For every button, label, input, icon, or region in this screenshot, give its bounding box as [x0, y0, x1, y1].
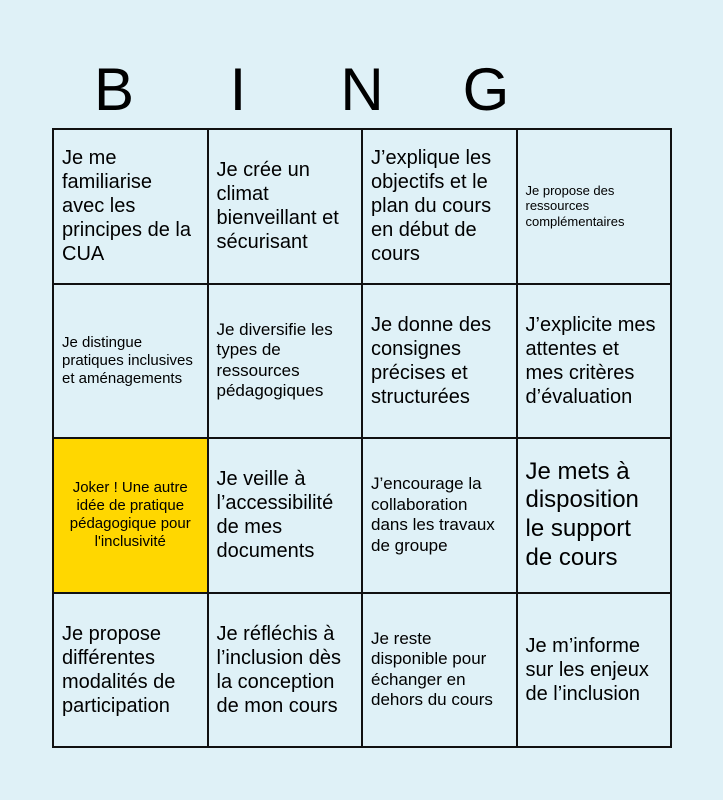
- bingo-cell[interactable]: [518, 130, 673, 285]
- header-letter-o: [548, 52, 672, 128]
- bingo-grid: [52, 128, 672, 748]
- cell-text: J’explique les objectifs et le plan du cours en début de cours: [371, 147, 492, 266]
- bingo-cell[interactable]: [209, 285, 364, 440]
- bingo-cell[interactable]: [363, 130, 518, 285]
- header-letter-b: B: [93, 56, 135, 123]
- bingo-cell[interactable]: [54, 594, 209, 749]
- cell-text: Je réfléchis à l’inclusion dès la conception de mon cours: [216, 622, 342, 717]
- header-letter-i: I: [229, 56, 247, 123]
- header-letter-g: G: [462, 56, 510, 123]
- cell-text: Je propose des ressources complémentaires: [525, 182, 625, 230]
- bingo-cell[interactable]: [363, 594, 518, 749]
- cell-text: J’explicite mes attentes et mes critères d’évaluation: [525, 313, 656, 408]
- cell-text: Je m’informe sur les enjeux de l’inclusion: [525, 634, 649, 705]
- bingo-cell[interactable]: [518, 285, 673, 440]
- bingo-cell[interactable]: [54, 285, 209, 440]
- bingo-cell[interactable]: [209, 439, 364, 594]
- cell-text: Je me familiarise avec les principes de la CUA: [62, 147, 191, 266]
- cell-text: Je propose différentes modalités de participation: [62, 622, 176, 717]
- cell-text: J’encourage la collaboration dans les travaux de groupe: [371, 474, 495, 555]
- cell-text: Je reste disponible pour échanger en dehors du cours: [371, 628, 493, 710]
- bingo-cell[interactable]: [363, 439, 518, 594]
- cell-text: Je diversifie les types de ressources pédagogiques: [216, 319, 333, 401]
- bingo-cell[interactable]: [518, 594, 673, 749]
- bingo-header: [52, 52, 672, 128]
- bingo-cell[interactable]: [209, 594, 364, 749]
- header-letter-n: N: [340, 56, 384, 123]
- joker-text: Joker ! Une autre idée de pratique pédagogique pour l'inclusivité: [69, 479, 191, 551]
- cell-text: Je donne des consignes précises et structurées: [371, 313, 492, 408]
- joker-cell[interactable]: [54, 439, 209, 594]
- cell-text: Je veille à l’accessibilité de mes documents: [216, 468, 334, 563]
- cell-text: Je mets à disposition le support de cours: [525, 457, 639, 572]
- bingo-cell[interactable]: [363, 285, 518, 440]
- cell-text: Je distingue pratiques inclusives et aménagements: [62, 333, 193, 387]
- bingo-cell[interactable]: [54, 130, 209, 285]
- bingo-cell[interactable]: [209, 130, 364, 285]
- cell-text: Je crée un climat bienveillant et sécurisant: [216, 159, 339, 254]
- bingo-cell[interactable]: [518, 439, 673, 594]
